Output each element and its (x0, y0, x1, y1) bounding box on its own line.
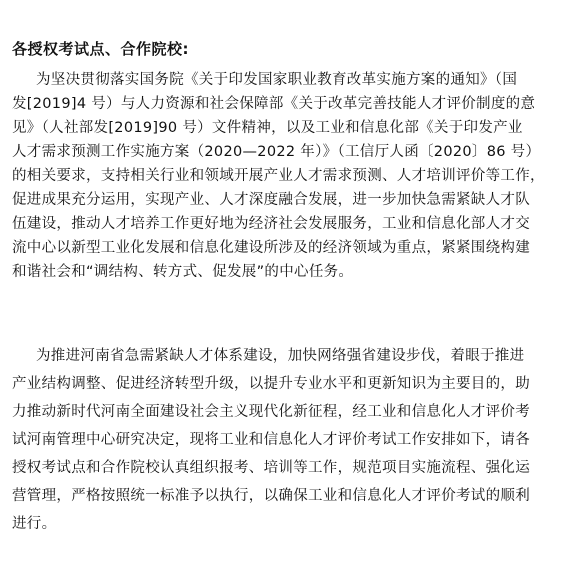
text-line: 试河南管理中心研究决定，现将工业和信息化人才评价考试工作安排如下，请各 (12, 432, 530, 448)
text-line: 促进成果充分运用，实现产业、人才深度融合发展，进一步加快急需紧缺人才队 (12, 192, 530, 208)
text-line: 和谐社会和“调结构、转方式、促发展”的中心任务。 (12, 264, 354, 280)
text-line: 营管理，严格按照统一标准予以执行，以确保工业和信息化人才评价考试的顺利 (12, 488, 530, 504)
text-line: 流中心以新型工业化发展和信息化建设所涉及的经济领域为重点，紧紧围绕构建 (12, 240, 530, 256)
text-line: 为推进河南省急需紧缺人才体系建设，加快网络强省建设步伐，着眼于推进 (36, 348, 525, 364)
text-line: 见》（人社部发[2019]90 号）文件精神，以及工业和信息化部《关于印发产业 (12, 120, 523, 136)
text-line: 人才需求预测工作实施方案（2020—2022 年）》（工信厅人函〔2020〕86 号） (12, 144, 541, 160)
document-heading: 各授权考试点、合作院校: (12, 40, 189, 58)
text-line: 为坚决贯彻落实国务院《关于印发国家职业教育改革实施方案的通知》（国 (36, 72, 518, 88)
text-line: 进行。 (12, 516, 57, 532)
text-line: 的相关要求，支持相关行业和领域开展产业人才需求预测、人才培训评价等工作， (12, 168, 545, 184)
text-line: 伍建设，推动人才培养工作更好地为经济社会发展服务，工业和信息化部人才交 (12, 216, 530, 232)
text-line: 力推动新时代河南全面建设社会主义现代化新征程，经工业和信息化人才评价考 (12, 404, 530, 420)
text-line: 发[2019]4 号）与人力资源和社会保障部《关于改革完善技能人才评价制度的意 (12, 96, 536, 112)
text-line: 授权考试点和合作院校认真组织报考、培训等工作，规范项目实施流程、强化运 (12, 460, 530, 476)
text-line: 产业结构调整、促进经济转型升级，以提升专业水平和更新知识为主要目的，助 (12, 376, 530, 392)
